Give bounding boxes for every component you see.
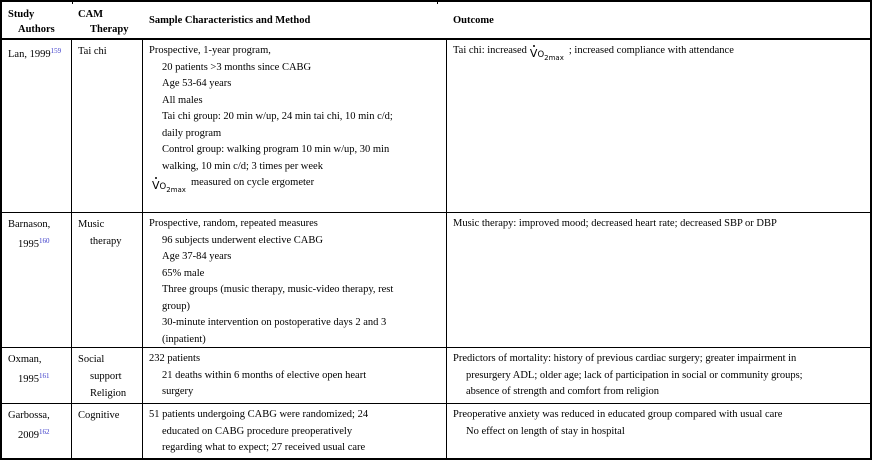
text-line: Control group: walking program 10 min w/up, 30 min <box>162 144 390 155</box>
top-border-column-tick <box>72 0 73 4</box>
header-line: CAM <box>78 9 104 20</box>
header-line: Study <box>8 9 35 20</box>
header-cam-therapy <box>72 2 143 40</box>
citation-ref-159[interactable]: 159 <box>50 47 62 55</box>
text-line: No effect on length of stay in hospital <box>466 425 625 437</box>
text-line: 51 patients undergoing CABG were randomized; 24 <box>149 409 369 420</box>
header-sample-characteristics <box>143 2 447 40</box>
text-line: daily program <box>162 127 222 139</box>
therapy-line: Religion <box>90 388 127 399</box>
study-author: Barnason, <box>8 219 51 230</box>
text-line: educated on CABG procedure preoperatively <box>162 425 353 437</box>
text-line: $VO_{2max}measured$ on cycle ergometer <box>152 177 315 194</box>
cell-cam-therapy <box>72 40 143 213</box>
therapy-line: therapy <box>90 236 122 247</box>
study-author: 1995$^{160}$ <box>18 237 50 250</box>
study-author: 2009$^{162}$ <box>18 428 50 441</box>
cell-cam-therapy <box>72 404 143 458</box>
text-line: Tai chi group: 20 min w/up, 24 min tai chi, 10 min c/d; <box>162 111 393 122</box>
cell-sample-characteristics <box>143 213 447 348</box>
citation-ref-162[interactable]: 162 <box>39 428 50 436</box>
cell-sample-characteristics <box>143 348 447 404</box>
therapy-line: Social <box>78 354 105 365</box>
citation-ref-161[interactable]: 161 <box>39 372 50 380</box>
vo2max-formula: $VO_{2max}$ <box>152 179 186 194</box>
cell-sample-characteristics <box>143 404 447 458</box>
text-line: group) <box>162 300 190 312</box>
header-study-authors <box>2 2 72 40</box>
therapy-line: Cognitive <box>78 410 120 421</box>
therapy-line: support <box>90 371 122 382</box>
text-line: 232 patients <box>149 353 201 364</box>
text-line: (inpatient) <box>162 333 206 345</box>
study-author: Garbossa, <box>8 410 50 421</box>
text-line: Music therapy: improved mood; decreased heart rate; decreased SBP or DBP <box>453 218 777 229</box>
text-line: walking, 10 min c/d; 3 times per week <box>162 160 323 172</box>
cell-cam-therapy <box>72 348 143 404</box>
therapy-line: Tai chi <box>78 46 107 57</box>
top-border-column-tick <box>437 0 438 4</box>
text-line: absence of strength and comfort from religion <box>466 386 660 397</box>
cell-outcome <box>447 40 870 213</box>
cell-outcome <box>447 404 870 458</box>
cell-sample-characteristics <box>143 40 447 213</box>
cell-cam-therapy <box>72 213 143 348</box>
cell-study-authors <box>2 213 72 348</box>
study-author: Oxman, <box>8 354 42 365</box>
cell-study-authors <box>2 40 72 213</box>
vo2max-formula: $VO_{2max}$ <box>529 47 564 62</box>
therapy-line: Music <box>78 219 105 230</box>
text-line: 96 subjects underwent elective CABG <box>162 234 323 246</box>
header-line: Outcome <box>453 14 494 26</box>
text-line: Predictors of mortality: history of previous cardiac surgery; greater impairment in <box>453 353 797 364</box>
text-line: 30-minute intervention on postoperative days 2 and 3 <box>162 317 387 328</box>
text-line: 21 deaths within 6 months of elective open heart <box>162 369 367 381</box>
text-line: Preoperative anxiety was reduced in educated group compared with usual care <box>453 409 783 420</box>
text-line: Three groups (music therapy, music-video therapy, rest <box>162 284 394 295</box>
text-line: All males <box>162 94 203 106</box>
citation-ref-160[interactable]: 160 <box>39 237 50 245</box>
cell-outcome <box>447 348 870 404</box>
text-line: surgery <box>162 386 194 397</box>
header-line: Sample Characteristics and Method <box>149 14 311 26</box>
text-line: 20 patients >3 months since CABG <box>162 61 312 73</box>
text-line: regarding what to expect; 27 received usual care <box>162 442 366 453</box>
study-author: 1995$^{161}$ <box>18 372 50 385</box>
header-line: Therapy <box>90 24 129 35</box>
header-line: Authors <box>18 24 55 35</box>
cell-outcome <box>447 213 870 348</box>
study-author: Lan, 1999$^{159}$ <box>8 47 62 60</box>
text-line: Prospective, random, repeated measures <box>149 218 318 229</box>
text-line: 65% male <box>162 267 205 279</box>
header-outcome <box>447 2 870 40</box>
text-line: Age 53-64 years <box>162 78 232 89</box>
cell-study-authors <box>2 404 72 458</box>
text-line: presurgery ADL; older age; lack of participation in social or community groups; <box>466 369 803 381</box>
text-line: Tai chi: increased $VO_{2max}$; increased compliance with attendance <box>453 45 734 62</box>
text-line: Age 37-84 years <box>162 251 232 262</box>
cell-study-authors <box>2 348 72 404</box>
text-line: Prospective, 1-year program, <box>149 45 271 56</box>
